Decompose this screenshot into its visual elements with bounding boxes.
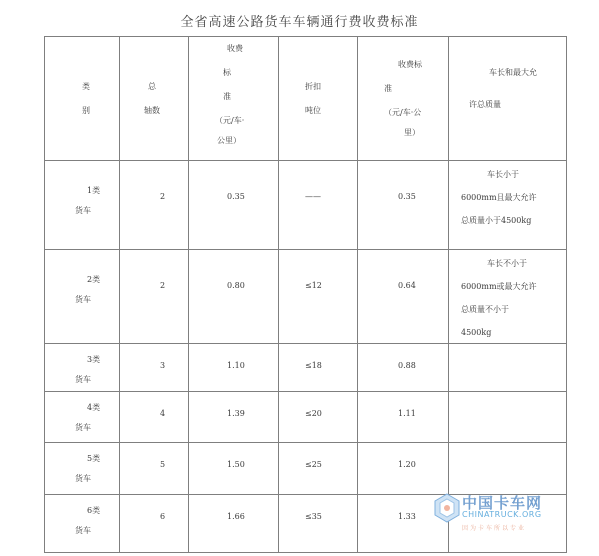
header-type-line: 别 [82, 106, 90, 115]
cell-rate-value: 1.50 [227, 460, 245, 469]
cell-tonnage-value: ≤12 [305, 281, 322, 290]
page-title: 全省高速公路货车车辆通行费收费标准 [180, 15, 419, 30]
cell-type-line: 货车 [75, 206, 91, 215]
watermark-brand-en: CHINATRUCK.ORG [462, 510, 542, 519]
cell-axles [120, 392, 189, 443]
cell-rate [189, 443, 279, 495]
cell-tonnage [279, 443, 358, 495]
header-rate2-line: （元/车·公 [384, 108, 422, 117]
cell-tonnage [279, 250, 358, 344]
header-axles-line: 总 [148, 82, 156, 91]
cell-rate2-value: 1.20 [398, 460, 416, 469]
cell-tonnage [279, 392, 358, 443]
cell-type-line: 货车 [75, 526, 91, 535]
cell-rate [189, 495, 279, 553]
cell-rate-value: 0.80 [227, 281, 245, 290]
cell-rate2-value: 1.33 [398, 512, 416, 521]
header-rate2-line: 里） [404, 128, 420, 137]
cell-type-line: 货车 [75, 474, 91, 483]
cell-type-line: 货车 [75, 423, 91, 432]
cell-type-line: 3类 [87, 355, 101, 364]
cell-type-line: 5类 [87, 454, 101, 463]
watermark-tagline: 因为卡车所以专业 [462, 525, 527, 532]
table-body [45, 37, 567, 553]
table-row [45, 443, 567, 495]
cell-tonnage-value: ≤18 [305, 361, 322, 370]
cell-rate2 [358, 392, 449, 443]
cell-axles [120, 250, 189, 344]
cell-size-line: 总质量不小于 [461, 305, 509, 314]
cell-rate [189, 250, 279, 344]
cell-type [45, 161, 120, 250]
toll-rate-table [44, 36, 567, 553]
cell-size [449, 443, 567, 495]
header-rate2 [358, 37, 449, 161]
cell-type-line: 4类 [87, 403, 101, 412]
header-rate-line: 收费 [227, 44, 243, 53]
chinatruck-logo-icon [434, 493, 460, 523]
cell-rate2 [358, 250, 449, 344]
header-size-line: 车长和最大允 [489, 68, 537, 77]
watermark [432, 490, 572, 536]
cell-size-line: 车长小于 [487, 170, 519, 179]
cell-type-line: 货车 [75, 375, 91, 384]
cell-rate-value: 1.10 [227, 361, 245, 370]
cell-axles [120, 161, 189, 250]
cell-rate-value: 1.39 [227, 409, 245, 418]
header-rate2-line: 准 [384, 84, 392, 93]
table-row [45, 344, 567, 392]
header-rate-line: 准 [223, 92, 231, 101]
header-type [45, 37, 120, 161]
cell-type [45, 495, 120, 553]
cell-size [449, 392, 567, 443]
cell-size-line: 总质量小于4500kg [461, 216, 532, 225]
cell-type [45, 392, 120, 443]
cell-type [45, 250, 120, 344]
cell-type-line: 6类 [87, 506, 101, 515]
header-rate-line: 标 [223, 68, 231, 77]
cell-size-line: 4500kg [461, 328, 492, 337]
cell-axles [120, 495, 189, 553]
cell-axles-value: 2 [160, 192, 166, 201]
cell-axles-value: 4 [160, 409, 166, 418]
cell-axles-value: 2 [160, 281, 166, 290]
cell-axles-value: 3 [160, 361, 166, 370]
cell-rate-value: 0.35 [227, 192, 245, 201]
cell-axles-value: 5 [160, 460, 166, 469]
header-axles-line: 轴数 [144, 106, 160, 115]
header-size [449, 37, 567, 161]
table-header-row [45, 37, 567, 161]
table-row [45, 392, 567, 443]
cell-rate2-value: 1.11 [398, 409, 416, 418]
cell-rate2-value: 0.88 [398, 361, 416, 370]
table-row [45, 250, 567, 344]
cell-axles-value: 6 [160, 512, 166, 521]
cell-type-line: 2类 [87, 275, 101, 284]
header-rate-line: （元/车· [215, 116, 245, 125]
cell-rate-value: 1.66 [227, 512, 245, 521]
cell-tonnage [279, 495, 358, 553]
cell-tonnage-value: ≤25 [305, 460, 322, 469]
cell-rate2-value: 0.35 [398, 192, 416, 201]
watermark-brand-cn: 中国卡车网 [462, 494, 543, 512]
header-rate-line: 公里） [217, 136, 241, 145]
cell-size-line: 车长不小于 [487, 259, 527, 268]
cell-rate2 [358, 344, 449, 392]
cell-size-line: 6000mm或最大允许 [461, 282, 537, 291]
header-tonnage [279, 37, 358, 161]
cell-rate [189, 161, 279, 250]
cell-size [449, 344, 567, 392]
cell-tonnage-value: ≤35 [305, 512, 322, 521]
header-rate [189, 37, 279, 161]
cell-tonnage [279, 344, 358, 392]
cell-rate [189, 392, 279, 443]
cell-type [45, 344, 120, 392]
cell-size [449, 250, 567, 344]
header-axles [120, 37, 189, 161]
header-tonnage-line: 折扣 [305, 82, 321, 91]
cell-axles [120, 443, 189, 495]
table-row [45, 161, 567, 250]
cell-axles [120, 344, 189, 392]
header-tonnage-line: 吨位 [305, 106, 321, 115]
cell-rate2 [358, 443, 449, 495]
cell-type [45, 443, 120, 495]
cell-type-line: 货车 [75, 295, 91, 304]
header-type-line: 类 [82, 82, 90, 91]
cell-tonnage [279, 161, 358, 250]
header-size-line: 许总质量 [469, 100, 501, 109]
cell-size-line: 6000mm且最大允许 [461, 193, 537, 202]
cell-rate2 [358, 161, 449, 250]
header-rate2-line: 收费标 [398, 60, 422, 69]
cell-tonnage-value: —— [305, 192, 321, 201]
cell-tonnage-value: ≤20 [305, 409, 322, 418]
cell-rate2-value: 0.64 [398, 281, 416, 290]
cell-rate [189, 344, 279, 392]
cell-type-line: 1类 [87, 186, 101, 195]
cell-size [449, 161, 567, 250]
